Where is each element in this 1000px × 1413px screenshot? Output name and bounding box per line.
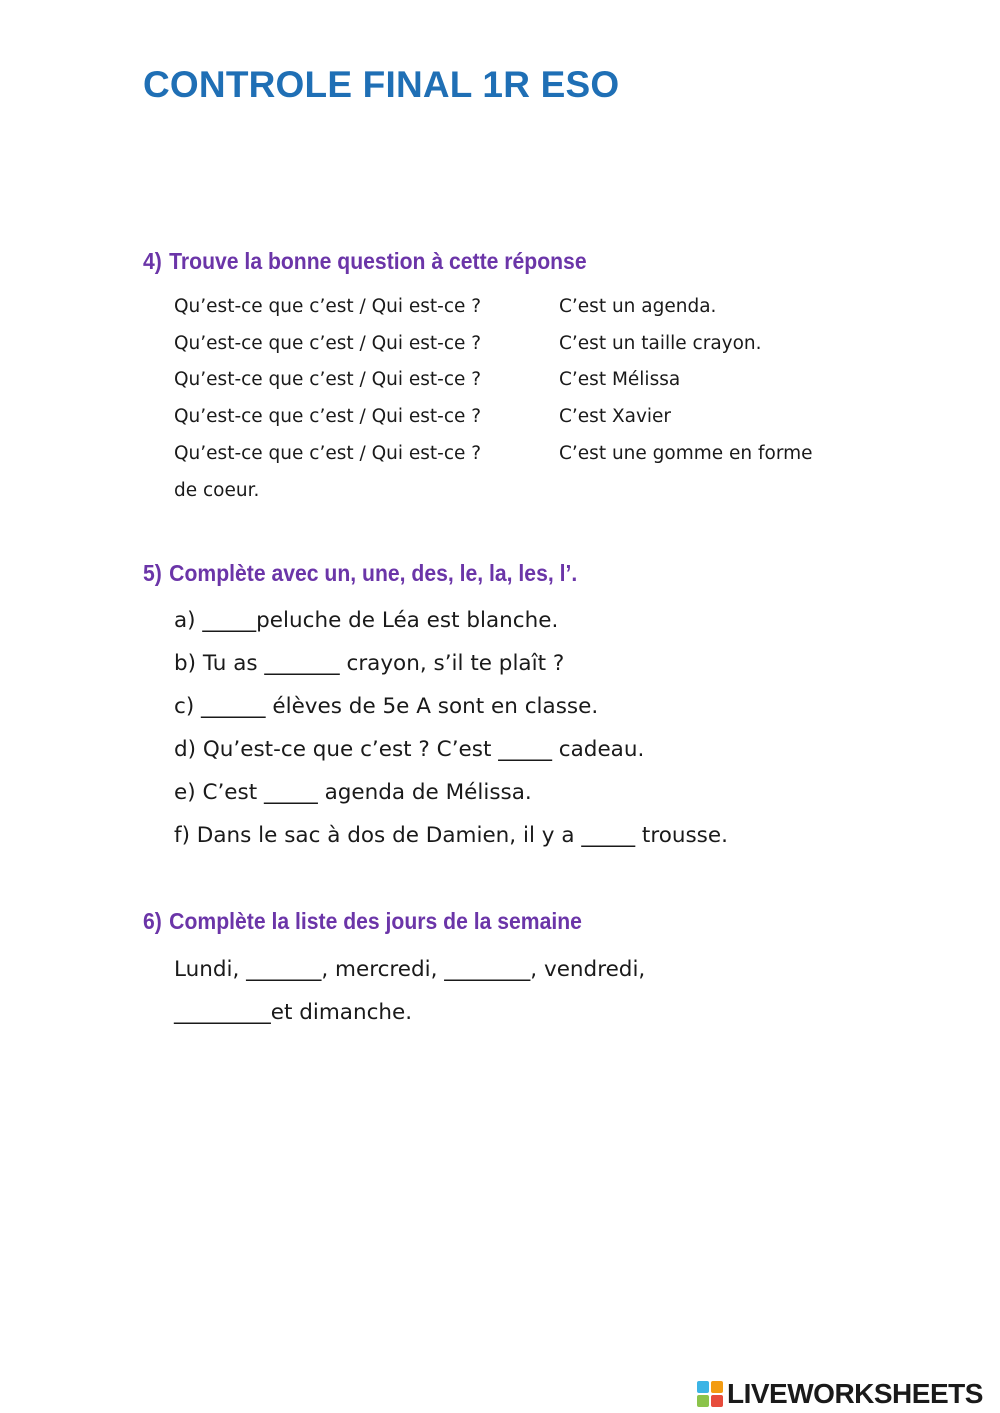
question-options: Qu’est-ce que c’est / Qui est-ce ? — [174, 406, 482, 427]
section-4-title: Trouve la bonne question à cette réponse — [169, 248, 587, 274]
liveworksheets-logo-icon — [697, 1381, 723, 1407]
page-title: CONTROLE FINAL 1R ESO — [143, 64, 620, 105]
answer-text: C’est une gomme en forme — [559, 443, 813, 464]
exercise-item-d[interactable]: d) Qu’est-ce que c’est ? C’est _____ cadeau. — [174, 737, 645, 762]
logo-square-green — [697, 1395, 709, 1407]
logo-text: LIVEWORKSHEETS — [727, 1378, 983, 1409]
question-row — [174, 333, 762, 354]
exercise-item-e[interactable]: e) C’est _____ agenda de Mélissa. — [174, 780, 532, 805]
weekdays-line-2[interactable]: _________et dimanche. — [174, 1000, 413, 1025]
section-6-title: Complète la liste des jours de la semaine — [169, 908, 582, 934]
logo-square-blue — [697, 1381, 709, 1393]
weekdays-line-1[interactable]: Lundi, _______, mercredi, ________, vendredi, — [174, 957, 646, 982]
question-options: Qu’est-ce que c’est / Qui est-ce ? — [174, 369, 482, 390]
exercise-item-f[interactable]: f) Dans le sac à dos de Damien, il y a _____ trousse. — [174, 823, 728, 848]
section-5-heading — [143, 560, 577, 587]
question-options: Qu’est-ce que c’est / Qui est-ce ? — [174, 296, 482, 317]
section-4-heading — [143, 248, 587, 275]
logo-square-orange — [711, 1381, 723, 1393]
question-options: Qu’est-ce que c’est / Qui est-ce ? — [174, 333, 482, 354]
answer-text: C’est un agenda. — [559, 296, 717, 317]
section-6-number: 6) — [143, 908, 162, 934]
answer-text: C’est un taille crayon. — [559, 333, 762, 354]
section-4-number: 4) — [143, 248, 162, 274]
question-row — [174, 406, 672, 427]
section-6-heading — [143, 908, 582, 935]
question-options: Qu’est-ce que c’est / Qui est-ce ? — [174, 443, 482, 464]
question-row — [174, 369, 681, 390]
question-row — [174, 443, 813, 464]
section-5-number: 5) — [143, 560, 162, 586]
liveworksheets-logo — [697, 1379, 983, 1409]
exercise-item-c[interactable]: c) ______ élèves de 5e A sont en classe. — [174, 694, 599, 719]
question-row — [174, 296, 717, 317]
answer-text: C’est Mélissa — [559, 369, 681, 390]
logo-square-red — [711, 1395, 723, 1407]
answer-continuation: de coeur. — [174, 480, 260, 501]
section-5-title: Complète avec un, une, des, le, la, les, l’. — [169, 560, 578, 586]
answer-text: C’est Xavier — [559, 406, 672, 427]
exercise-item-b[interactable]: b) Tu as _______ crayon, s’il te plaît ? — [174, 651, 565, 676]
exercise-item-a[interactable]: a) _____peluche de Léa est blanche. — [174, 608, 559, 633]
